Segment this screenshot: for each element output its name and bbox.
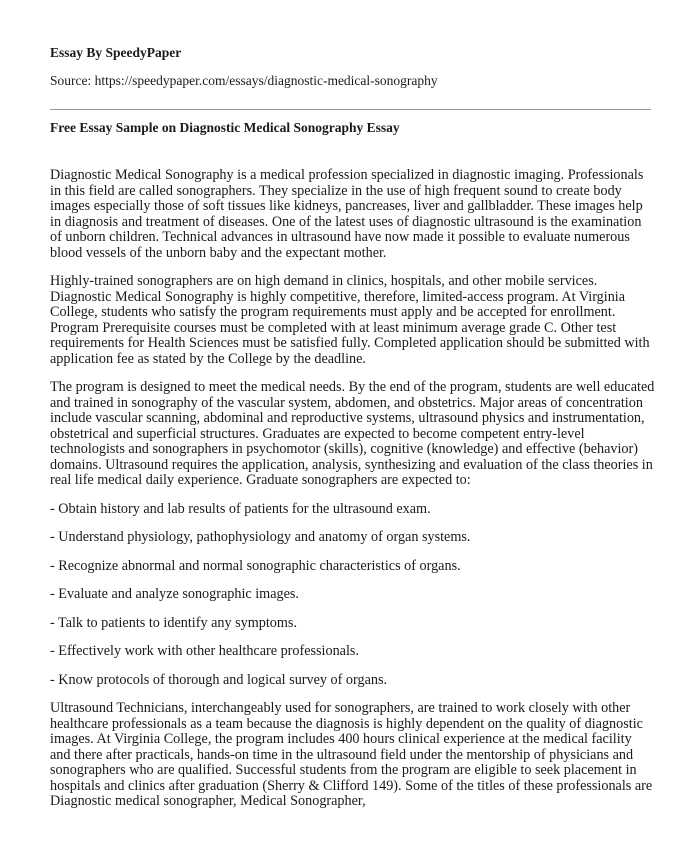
header-divider (50, 109, 651, 110)
list-item: - Understand physiology, pathophysiology and anatomy of organ systems. (50, 529, 471, 545)
list-item: - Know protocols of thorough and logical survey of organs. (50, 671, 388, 688)
essay-paragraph: Ultrasound Technicians, interchangeably used for sonographers, are trained to work closely with other healthcare professionals as a team because the diagnosis is highly dependent on the quality of diagnostic images. At Virginia College, the program includes 400 hours clinical experience at the medical facility and there after practicals, hands-on time in the ultrasound field under the mentorship of physicians and sonographers who are qualified. Successful students from the program are eligible to seek placement in hospitals and clinics after graduation (Sherry & Clifford 149). Some of the titles of these professionals are Diagnostic medical sonographer, Medical Sonographer, (50, 700, 653, 809)
essay-paragraph: Highly-trained sonographers are on high demand in clinics, hospitals, and other mobile services. Diagnostic Medical Sonography is highly competitive, therefore, limited-access program. At Virginia College, students who satisfy the program requirements must apply and be accepted for enrollment. Program Prerequisite courses must be completed with at least minimum average grade C. Other test requirements for Health Sciences must be satisfied fully. Completed application should be submitted with application fee as stated by the College by the deadline. (50, 273, 650, 367)
essay-title: Free Essay Sample on Diagnostic Medical Sonography Essay (50, 120, 400, 135)
list-item: - Obtain history and lab results of patients for the ultrasound exam. (50, 500, 431, 517)
list-item: - Evaluate and analyze sonographic images. (50, 586, 299, 602)
list-item: - Recognize abnormal and normal sonographic characteristics of organs. (50, 557, 461, 574)
list-item: - Talk to patients to identify any symptoms. (50, 614, 297, 631)
essay-paragraph: The program is designed to meet the medical needs. By the end of the program, students are well educated and trained in sonography of the vascular system, abdomen, and obstetrics. Major areas of concentration include vascular scanning, abdominal and reproductive systems, ultrasound physics and instrumentation, obstetrical and superficial structures. Graduates are expected to become competent entry-level technologists and sonographers in psychomotor (skills), cognitive (knowledge) and effective (behavior) domains. Ultrasound requires the application, analysis, synthesizing and evaluation of the class theories in real life medical daily experience. Graduate sonographers are expected to: (50, 379, 655, 488)
document-source-line: Source: https://speedypaper.com/essays/diagnostic-medical-sonography (50, 73, 438, 88)
list-item: - Effectively work with other healthcare professionals. (50, 643, 359, 659)
essay-body (50, 168, 655, 823)
document-header-title: Essay By SpeedyPaper (50, 45, 182, 60)
essay-paragraph: Diagnostic Medical Sonography is a medical profession specialized in diagnostic imaging. Professionals in this field are called sonographers. They specialize in the use of high frequent sound to create body images especially those of soft tissues like kidneys, pancreases, liver and gallbladder. These images help in diagnosis and treatment of diseases. One of the latest uses of diagnostic ultrasound is the examination of unborn children. Technical advances in ultrasound have now made it possible to evaluate numerous blood vessels of the unborn baby and the expectant mother. (50, 167, 644, 261)
